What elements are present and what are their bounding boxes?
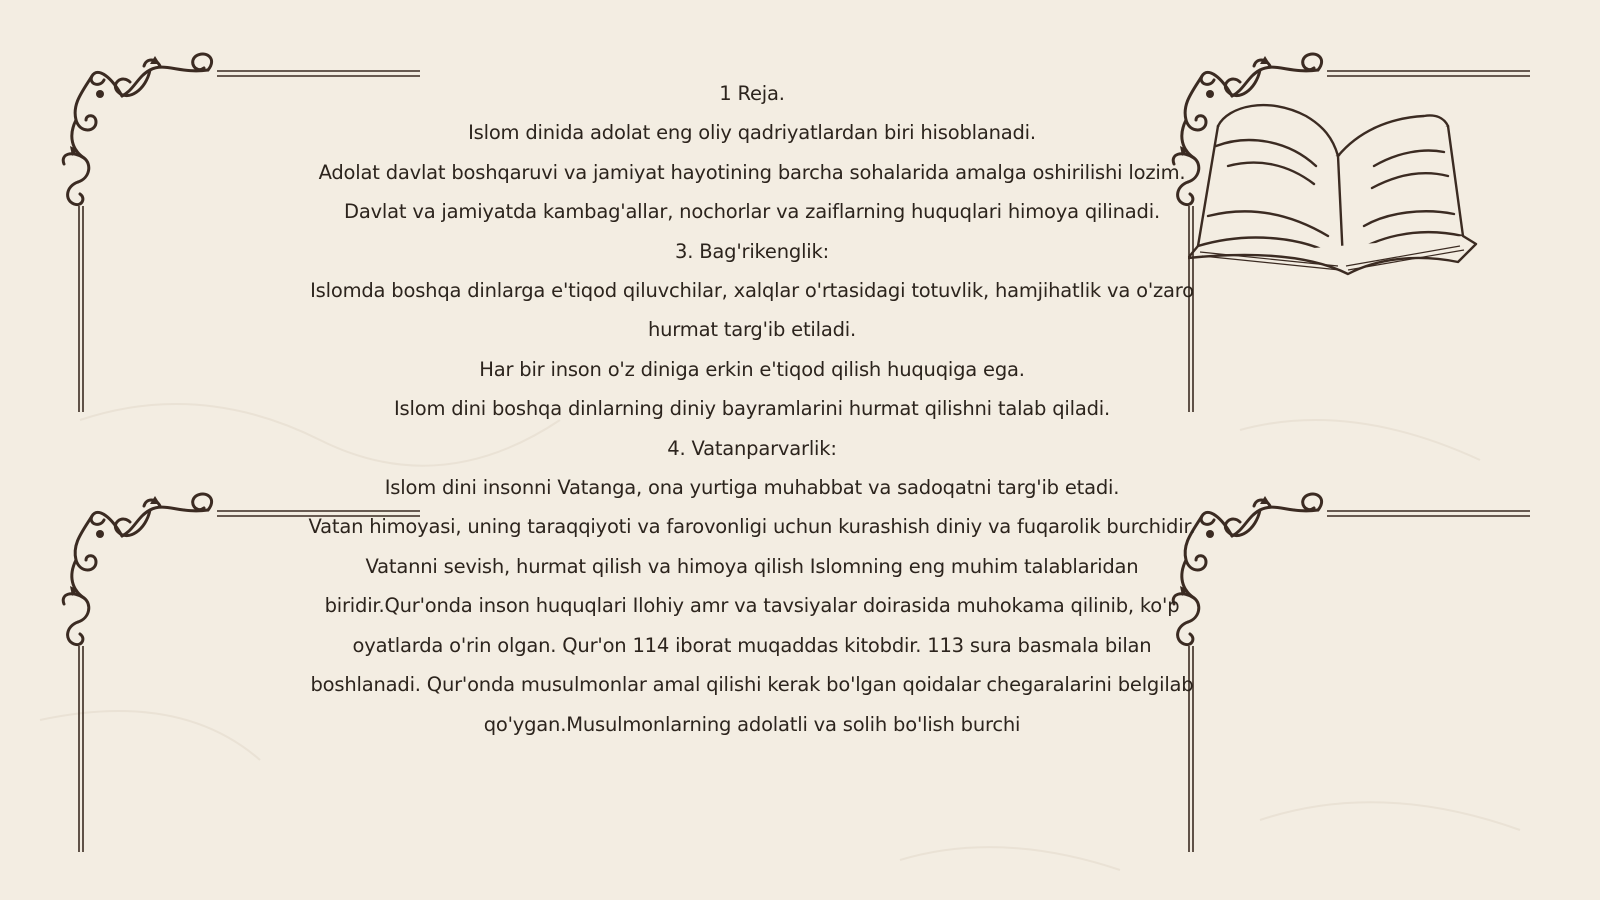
- paragraph: Islomda boshqa dinlarga e'tiqod qiluvchilar, xalqlar o'rtasidagi totuvlik, hamjihatlik va o'zaro hurmat targ'ib etiladi.: [310, 279, 1194, 342]
- section-heading-tolerance: 3. Bag'rikenglik:: [675, 239, 829, 263]
- section-heading-patriotism: 4. Vatanparvarlik:: [667, 436, 837, 460]
- document-text: [300, 74, 1204, 744]
- paragraph: Davlat va jamiyatda kambag'allar, nochorlar va zaiflarning huquqlari himoya qilinadi.: [344, 200, 1160, 224]
- plan-heading: 1 Reja.: [719, 82, 785, 105]
- paragraph: Islom dini insonni Vatanga, ona yurtiga muhabbat va sadoqatni targ'ib etadi.: [384, 476, 1120, 500]
- paragraph: Adolat davlat boshqaruvi va jamiyat hayotining barcha sohalarida amalga oshirilishi lozim.: [318, 160, 1186, 184]
- paragraph: Islom dini boshqa dinlarning diniy bayramlarini hurmat qilishni talab qiladi.: [393, 397, 1110, 421]
- open-book-icon: [1188, 86, 1478, 276]
- paragraph: Vatanni sevish, hurmat qilish va himoya qilish Islomning eng muhim talablaridan biridir.Qur'onda inson huquqlari Ilohiy amr va tavsiyalar doirasida muhokama qilinib, ko'p oyatlarda o'rin olgan. Qur'on 114 iborat muqaddas kitobdir. 113 sura basmala bilan boshlanadi. Qur'onda musulmonlar amal qilishi kerak bo'lgan qoidalar chegaralarini belgilab qo'ygan.Musulmonlarning adolatli va solih bo'lish burchi: [310, 554, 1194, 736]
- paragraph: Har bir inson o'z diniga erkin e'tiqod qilish huquqiga ega.: [479, 357, 1025, 381]
- paragraph: Vatan himoyasi, uning taraqqiyoti va farovonligi uchun kurashish diniy va fuqarolik burchidir.: [308, 515, 1196, 539]
- paragraph: Islom dinida adolat eng oliy qadriyatlardan biri hisoblanadi.: [468, 121, 1036, 145]
